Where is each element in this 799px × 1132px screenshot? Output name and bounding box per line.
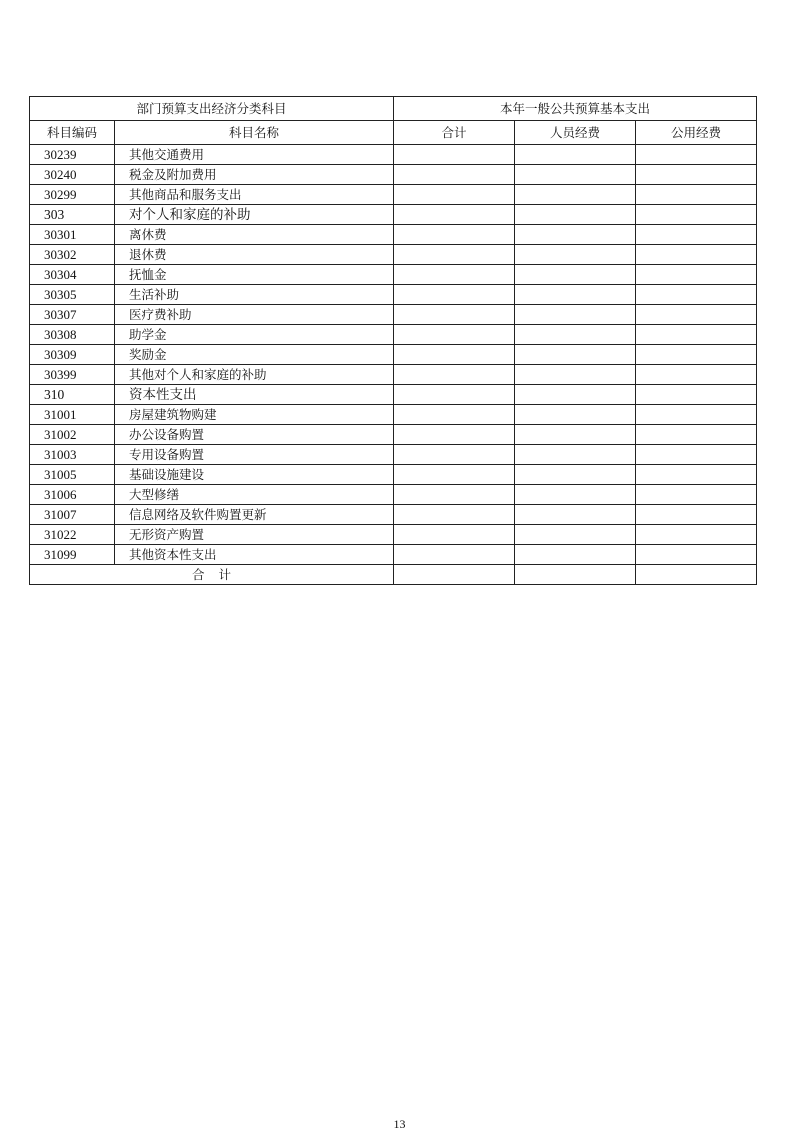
total-cell <box>394 445 515 465</box>
public-expense-cell <box>636 245 757 265</box>
subject-name-cell: 医疗费补助 <box>115 305 394 325</box>
subject-name-cell: 抚恤金 <box>115 265 394 285</box>
public-expense-cell <box>636 365 757 385</box>
subject-name-cell: 办公设备购置 <box>115 425 394 445</box>
total-cell <box>394 505 515 525</box>
personnel-expense-cell <box>515 385 636 405</box>
total-cell <box>394 145 515 165</box>
total-cell <box>394 325 515 345</box>
table-row <box>30 205 757 225</box>
table-row <box>30 365 757 385</box>
header-economic-classification: 部门预算支出经济分类科目 <box>30 97 394 121</box>
header-personnel-expense: 人员经费 <box>515 121 636 145</box>
public-expense-cell <box>636 405 757 425</box>
personnel-expense-cell <box>515 245 636 265</box>
public-expense-cell <box>636 225 757 245</box>
subject-code-cell: 30304 <box>30 265 115 285</box>
header-basic-expenditure: 本年一般公共预算基本支出 <box>394 97 757 121</box>
personnel-expense-cell <box>515 145 636 165</box>
table-row <box>30 145 757 165</box>
personnel-expense-cell <box>515 365 636 385</box>
subject-name-cell: 离休费 <box>115 225 394 245</box>
table-row <box>30 425 757 445</box>
table-row <box>30 545 757 565</box>
subject-name-cell: 房屋建筑物购建 <box>115 405 394 425</box>
header-total: 合计 <box>394 121 515 145</box>
subject-code-cell: 30239 <box>30 145 115 165</box>
total-row <box>30 565 757 585</box>
public-expense-cell <box>636 385 757 405</box>
subject-code-cell: 30399 <box>30 365 115 385</box>
table-row <box>30 525 757 545</box>
total-cell <box>394 365 515 385</box>
personnel-sum-cell <box>515 565 636 585</box>
public-expense-cell <box>636 485 757 505</box>
public-expense-cell <box>636 345 757 365</box>
total-cell <box>394 425 515 445</box>
table-row <box>30 445 757 465</box>
table-row <box>30 485 757 505</box>
subject-name-cell: 信息网络及软件购置更新 <box>115 505 394 525</box>
public-expense-cell <box>636 505 757 525</box>
subject-name-cell: 对个人和家庭的补助 <box>115 205 394 225</box>
personnel-expense-cell <box>515 505 636 525</box>
personnel-expense-cell <box>515 285 636 305</box>
personnel-expense-cell <box>515 425 636 445</box>
subject-code-cell: 30299 <box>30 185 115 205</box>
public-expense-cell <box>636 145 757 165</box>
total-label: 合计 <box>30 565 394 585</box>
subject-name-cell: 其他对个人和家庭的补助 <box>115 365 394 385</box>
public-expense-cell <box>636 445 757 465</box>
personnel-expense-cell <box>515 465 636 485</box>
personnel-expense-cell <box>515 445 636 465</box>
subject-code-cell: 30301 <box>30 225 115 245</box>
total-cell <box>394 405 515 425</box>
table-row <box>30 325 757 345</box>
personnel-expense-cell <box>515 165 636 185</box>
budget-expenditure-table <box>29 96 757 585</box>
total-cell <box>394 225 515 245</box>
subject-code-cell: 31002 <box>30 425 115 445</box>
personnel-expense-cell <box>515 265 636 285</box>
subject-code-cell: 310 <box>30 385 115 405</box>
subject-code-cell: 303 <box>30 205 115 225</box>
personnel-expense-cell <box>515 525 636 545</box>
public-expense-cell <box>636 465 757 485</box>
subject-name-cell: 资本性支出 <box>115 385 394 405</box>
personnel-expense-cell <box>515 305 636 325</box>
subject-name-cell: 生活补助 <box>115 285 394 305</box>
personnel-expense-cell <box>515 225 636 245</box>
table-row <box>30 185 757 205</box>
subject-code-cell: 31022 <box>30 525 115 545</box>
personnel-expense-cell <box>515 185 636 205</box>
total-cell <box>394 265 515 285</box>
personnel-expense-cell <box>515 205 636 225</box>
table-row <box>30 225 757 245</box>
subject-name-cell: 税金及附加费用 <box>115 165 394 185</box>
total-cell <box>394 385 515 405</box>
public-expense-cell <box>636 205 757 225</box>
subject-code-cell: 30305 <box>30 285 115 305</box>
subject-name-cell: 助学金 <box>115 325 394 345</box>
subject-code-cell: 31003 <box>30 445 115 465</box>
subject-code-cell: 30309 <box>30 345 115 365</box>
header-subject-code: 科目编码 <box>30 121 115 145</box>
public-expense-cell <box>636 165 757 185</box>
total-cell <box>394 545 515 565</box>
total-sum-cell <box>394 565 515 585</box>
subject-code-cell: 31005 <box>30 465 115 485</box>
subject-code-cell: 30240 <box>30 165 115 185</box>
subject-code-cell: 31099 <box>30 545 115 565</box>
public-expense-cell <box>636 185 757 205</box>
public-expense-cell <box>636 265 757 285</box>
total-cell <box>394 205 515 225</box>
subject-code-cell: 30308 <box>30 325 115 345</box>
subject-name-cell: 其他资本性支出 <box>115 545 394 565</box>
subject-code-cell: 31007 <box>30 505 115 525</box>
header-group-row <box>30 97 757 121</box>
public-expense-cell <box>636 545 757 565</box>
subject-name-cell: 退休费 <box>115 245 394 265</box>
total-cell <box>394 345 515 365</box>
public-expense-cell <box>636 425 757 445</box>
public-sum-cell <box>636 565 757 585</box>
subject-name-cell: 基础设施建设 <box>115 465 394 485</box>
total-cell <box>394 485 515 505</box>
total-cell <box>394 465 515 485</box>
header-subject-name: 科目名称 <box>115 121 394 145</box>
header-public-expense: 公用经费 <box>636 121 757 145</box>
table-row <box>30 265 757 285</box>
table-row <box>30 345 757 365</box>
subject-name-cell: 奖励金 <box>115 345 394 365</box>
table-row <box>30 305 757 325</box>
total-cell <box>394 525 515 545</box>
page-number: 13 <box>393 1117 406 1131</box>
subject-code-cell: 31006 <box>30 485 115 505</box>
subject-name-cell: 专用设备购置 <box>115 445 394 465</box>
subject-code-cell: 31001 <box>30 405 115 425</box>
table-row <box>30 165 757 185</box>
subject-name-cell: 无形资产购置 <box>115 525 394 545</box>
public-expense-cell <box>636 525 757 545</box>
subject-code-cell: 30307 <box>30 305 115 325</box>
table-row <box>30 505 757 525</box>
total-cell <box>394 305 515 325</box>
personnel-expense-cell <box>515 485 636 505</box>
total-cell <box>394 285 515 305</box>
public-expense-cell <box>636 285 757 305</box>
personnel-expense-cell <box>515 345 636 365</box>
total-cell <box>394 245 515 265</box>
public-expense-cell <box>636 325 757 345</box>
personnel-expense-cell <box>515 405 636 425</box>
table-row <box>30 245 757 265</box>
total-cell <box>394 185 515 205</box>
public-expense-cell <box>636 305 757 325</box>
personnel-expense-cell <box>515 545 636 565</box>
total-cell <box>394 165 515 185</box>
subject-name-cell: 大型修缮 <box>115 485 394 505</box>
table-row <box>30 285 757 305</box>
personnel-expense-cell <box>515 325 636 345</box>
subject-name-cell: 其他商品和服务支出 <box>115 185 394 205</box>
table-row <box>30 405 757 425</box>
subject-code-cell: 30302 <box>30 245 115 265</box>
subject-name-cell: 其他交通费用 <box>115 145 394 165</box>
table-row <box>30 385 757 405</box>
table-row <box>30 465 757 485</box>
header-column-row <box>30 121 757 145</box>
